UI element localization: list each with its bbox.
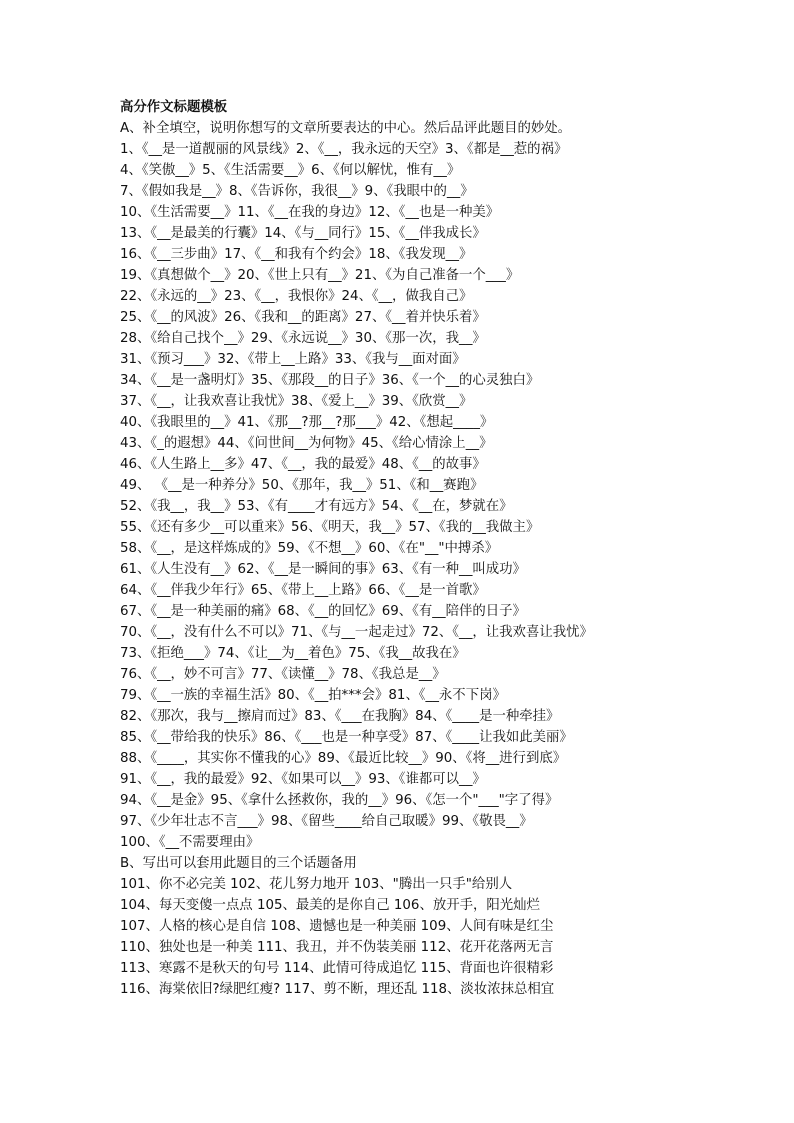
- section-b-list: [120, 874, 680, 1000]
- list-item: 85、《__带给我的快乐》86、《___也是一种享受》87、《____让我如此美丽》: [120, 730, 573, 745]
- list-item: 113、寒露不是秋天的句号 114、此情可待成追忆 115、背面也许很精彩: [120, 961, 554, 976]
- section-b-heading: B、写出可以套用此题目的三个话题备用: [120, 856, 357, 871]
- list-item: 34、《__是一盏明灯》35、《那段__的日子》36、《一个__的心灵独白》: [120, 373, 540, 388]
- list-item: 64、《__伴我少年行》65、《带上__上路》66、《__是一首歌》: [120, 583, 486, 598]
- list-item: 73、《拒绝___》74、《让__为__着色》75、《我__故我在》: [120, 646, 466, 661]
- document-page: [120, 97, 680, 1000]
- list-item: 46、《人生路上__多》47、《__，我的最爱》48、《__的故事》: [120, 457, 486, 472]
- list-item: 40、《我眼里的__》41、《那__?那__?那___》42、《想起____》: [120, 415, 494, 430]
- list-item: 19、《真想做个__》20、《世上只有__》21、《为自己准备一个___》: [120, 268, 520, 283]
- list-item: 100、《__不需要理由》: [120, 835, 260, 850]
- list-item: 101、你不必完美 102、花儿努力地开 103、"腾出一只手"给别人: [120, 877, 513, 892]
- list-item: 16、《__三步曲》17、《__和我有个约会》18、《我发现__》: [120, 247, 473, 262]
- list-item: 49、 《__是一种养分》50、《那年，我__》51、《和__赛跑》: [120, 478, 484, 493]
- list-item: 1、《__是一道靓丽的风景线》2、《__，我永远的天空》3、《都是__惹的祸》: [120, 142, 568, 157]
- list-item: 7、《假如我是__》8、《告诉你，我很__》9、《我眼中的__》: [120, 184, 474, 199]
- list-item: 104、每天变傻一点点 105、最美的是你自己 106、放开手，阳光灿烂: [120, 898, 540, 913]
- list-item: 25、《__的风波》26、《我和__的距离》27、《__着并快乐着》: [120, 310, 486, 325]
- section-a-heading: A、补全填空，说明你想写的文章所要表达的中心。然后品评此题目的妙处。: [120, 121, 572, 136]
- list-item: 31、《预习___》32、《带上__上路》33、《我与__面对面》: [120, 352, 466, 367]
- list-item: 13、《__是最美的行囊》14、《与__同行》15、《__伴我成长》: [120, 226, 486, 241]
- list-item: 28、《给自己找个__》29、《永远说__》30、《那一次，我__》: [120, 331, 486, 346]
- list-item: 79、《__一族的幸福生活》80、《__拍***会》81、《__永不下岗》: [120, 688, 506, 703]
- list-item: 52、《我__，我__》53、《有____才有远方》54、《__在，梦就在》: [120, 499, 513, 514]
- list-item: 58、《__，是这样炼成的》59、《不想__》60、《在"__"中搏杀》: [120, 541, 499, 556]
- list-item: 43、《_的遐想》44、《问世间__为何物》45、《给心情涂上__》: [120, 436, 493, 451]
- list-item: 70、《__，没有什么不可以》71、《与__一起走过》72、《__，让我欢喜让我忧》: [120, 625, 593, 640]
- list-item: 10、《生活需要__》11、《__在我的身边》12、《__也是一种美》: [120, 205, 500, 220]
- document-title: 高分作文标题模板: [120, 100, 228, 115]
- list-item: 110、独处也是一种美 111、我丑，并不伪装美丽 112、花开花落两无言: [120, 940, 554, 955]
- section-a-list: [120, 139, 680, 622]
- list-item: 91、《__，我的最爱》92、《如果可以__》93、《谁都可以__》: [120, 772, 486, 787]
- list-item: 88、《____，其实你不懂我的心》89、《最近比较__》90、《将__进行到底》: [120, 751, 567, 766]
- list-item: 94、《__是金》95、《拿什么拯救你，我的__》96、《怎一个"___"字了得》: [120, 793, 559, 808]
- list-item: 55、《还有多少__可以重来》56、《明天，我__》57、《我的__我做主》: [120, 520, 540, 535]
- list-item: 4、《笑傲__》5、《生活需要__》6、《何以解忧，惟有__》: [120, 163, 461, 178]
- list-item: 116、海棠依旧?绿肥红瘦? 117、剪不断，理还乱 118、淡妆浓抹总相宜: [120, 982, 555, 997]
- list-item: 67、《__是一种美丽的痛》68、《__的回忆》69、《有__陪伴的日子》: [120, 604, 526, 619]
- list-item: 76、《__，妙不可言》77、《读懂__》78、《我总是__》: [120, 667, 446, 682]
- list-item: 107、人格的核心是自信 108、遗憾也是一种美丽 109、人间有味是红尘: [120, 919, 554, 934]
- section-a-list-continued: [120, 643, 680, 853]
- list-item: 61、《人生没有__》62、《__是一瞬间的事》63、《有一种__叫成功》: [120, 562, 526, 577]
- list-item: 97、《少年壮志不言___》98、《留些____给自己取暖》99、《敬畏__》: [120, 814, 533, 829]
- list-item: 82、《那次，我与__擦肩而过》83、《___在我胸》84、《____是一种牵挂》: [120, 709, 560, 724]
- list-item: 37、《__，让我欢喜让我忧》38、《爱上__》39、《欣赏__》: [120, 394, 473, 409]
- list-item: 22、《永远的__》23、《__，我恨你》24、《__，做我自己》: [120, 289, 473, 304]
